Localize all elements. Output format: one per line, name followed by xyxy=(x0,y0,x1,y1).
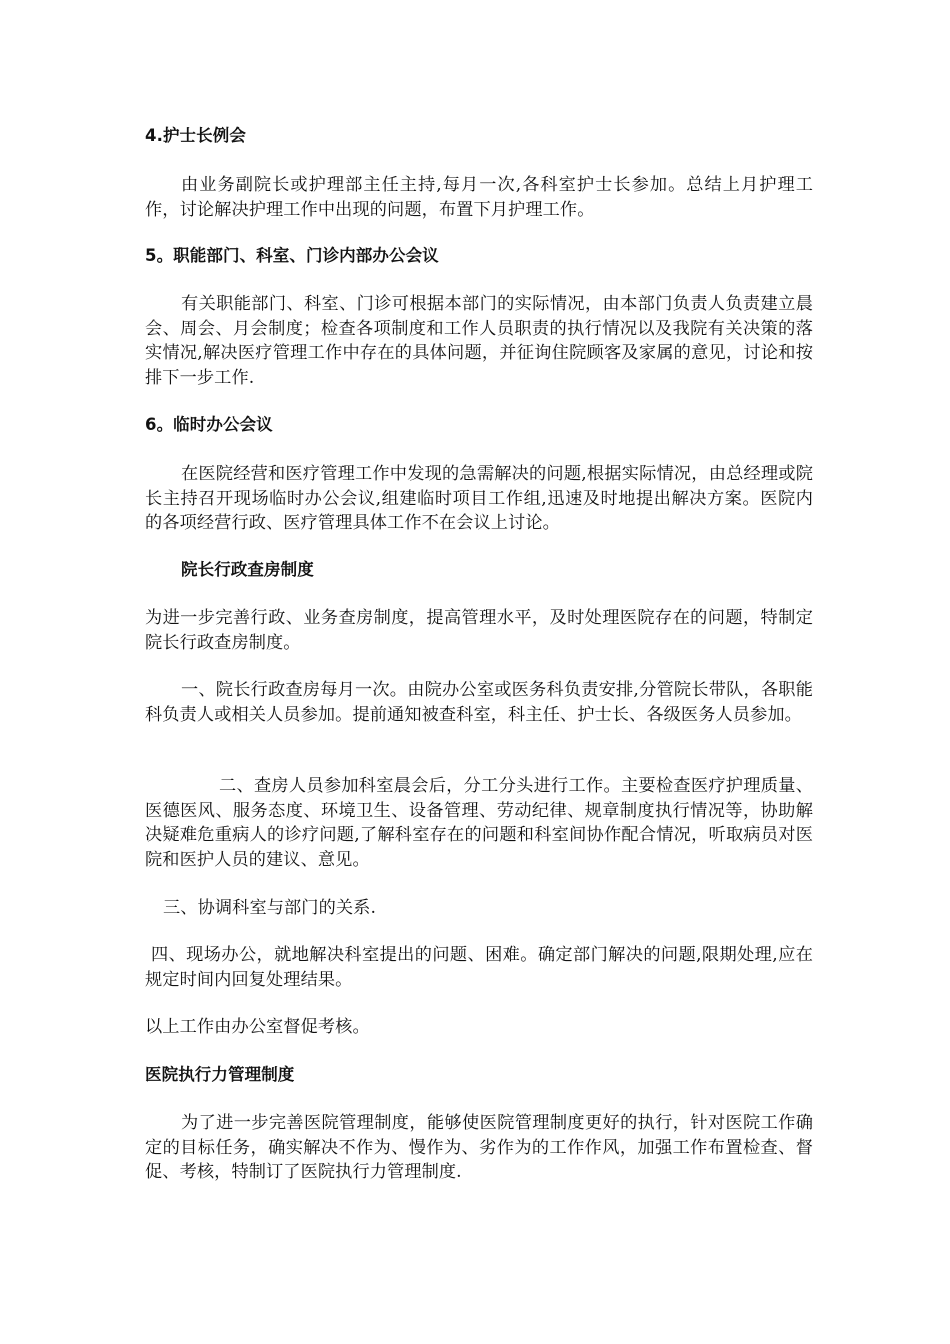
paragraph-execution-system: 为了进一步完善医院管理制度，能够使医院管理制度更好的执行，针对医院工作确定的目标任务，确实解决不作为、慢作为、劣作为的工作作风，加强工作布置检查、督促、考核，特制订了医院执行力管理制度. xyxy=(145,1113,813,1182)
heading-execution-system: 医院执行力管理制度 xyxy=(145,1065,295,1084)
paragraph-ward-round-item-4: 四、现场办公，就地解决科室提出的问题、困难。确定部门解决的问题,限期处理,应在规定时间内回复处理结果。 xyxy=(145,945,813,990)
heading-department-meeting: 5。职能部门、科室、门诊内部办公会议 xyxy=(145,246,439,265)
paragraph-department-meeting: 有关职能部门、科室、门诊可根据本部门的实际情况，由本部门负责人负责建立晨会、周会、月会制度；检查各项制度和工作人员职责的执行情况以及我院有关决策的落实情况,解决医疗管理工作中存在的具体问题，并征询住院顾客及家属的意见，讨论和按排下一步工作. xyxy=(145,294,813,388)
paragraph-nurse-meeting: 由业务副院长或护理部主任主持,每月一次,各科室护士长参加。总结上月护理工作，讨论解决护理工作中出现的问题，布置下月护理工作。 xyxy=(145,175,813,220)
paragraph-ward-round-item-1: 一、院长行政查房每月一次。由院办公室或医务科负责安排,分管院长带队，各职能科负责人或相关人员参加。提前通知被查科室，科主任、护士长、各级医务人员参加。 xyxy=(145,680,813,725)
paragraph-ward-round-item-3: 三、协调科室与部门的关系. xyxy=(163,898,377,918)
paragraph-supervision: 以上工作由办公室督促考核。 xyxy=(145,1017,370,1037)
paragraph-ward-round-item-2: 二、查房人员参加科室晨会后，分工分头进行工作。主要检查医疗护理质量、医德医风、服务态度、环境卫生、设备管理、劳动纪律、规章制度执行情况等，协助解决疑难危重病人的诊疗问题,了解科室存在的问题和科室间协作配合情况，听取病员对医院和医护人员的建议、意见。 xyxy=(145,776,813,870)
paragraph-ward-round-intro: 为进一步完善行政、业务查房制度，提高管理水平，及时处理医院存在的问题，特制定院长行政查房制度。 xyxy=(145,608,813,653)
heading-ward-round-system: 院长行政查房制度 xyxy=(181,560,314,579)
heading-nurse-meeting: 4.护士长例会 xyxy=(145,126,246,145)
paragraph-temporary-meeting: 在医院经营和医疗管理工作中发现的急需解决的问题,根据实际情况，由总经理或院长主持召开现场临时办公会议,组建临时项目工作组,迅速及时地提出解决方案。医院内的各项经营行政、医疗管理具体工作不在会议上讨论。 xyxy=(145,464,813,533)
heading-temporary-meeting: 6。临时办公会议 xyxy=(145,415,273,434)
